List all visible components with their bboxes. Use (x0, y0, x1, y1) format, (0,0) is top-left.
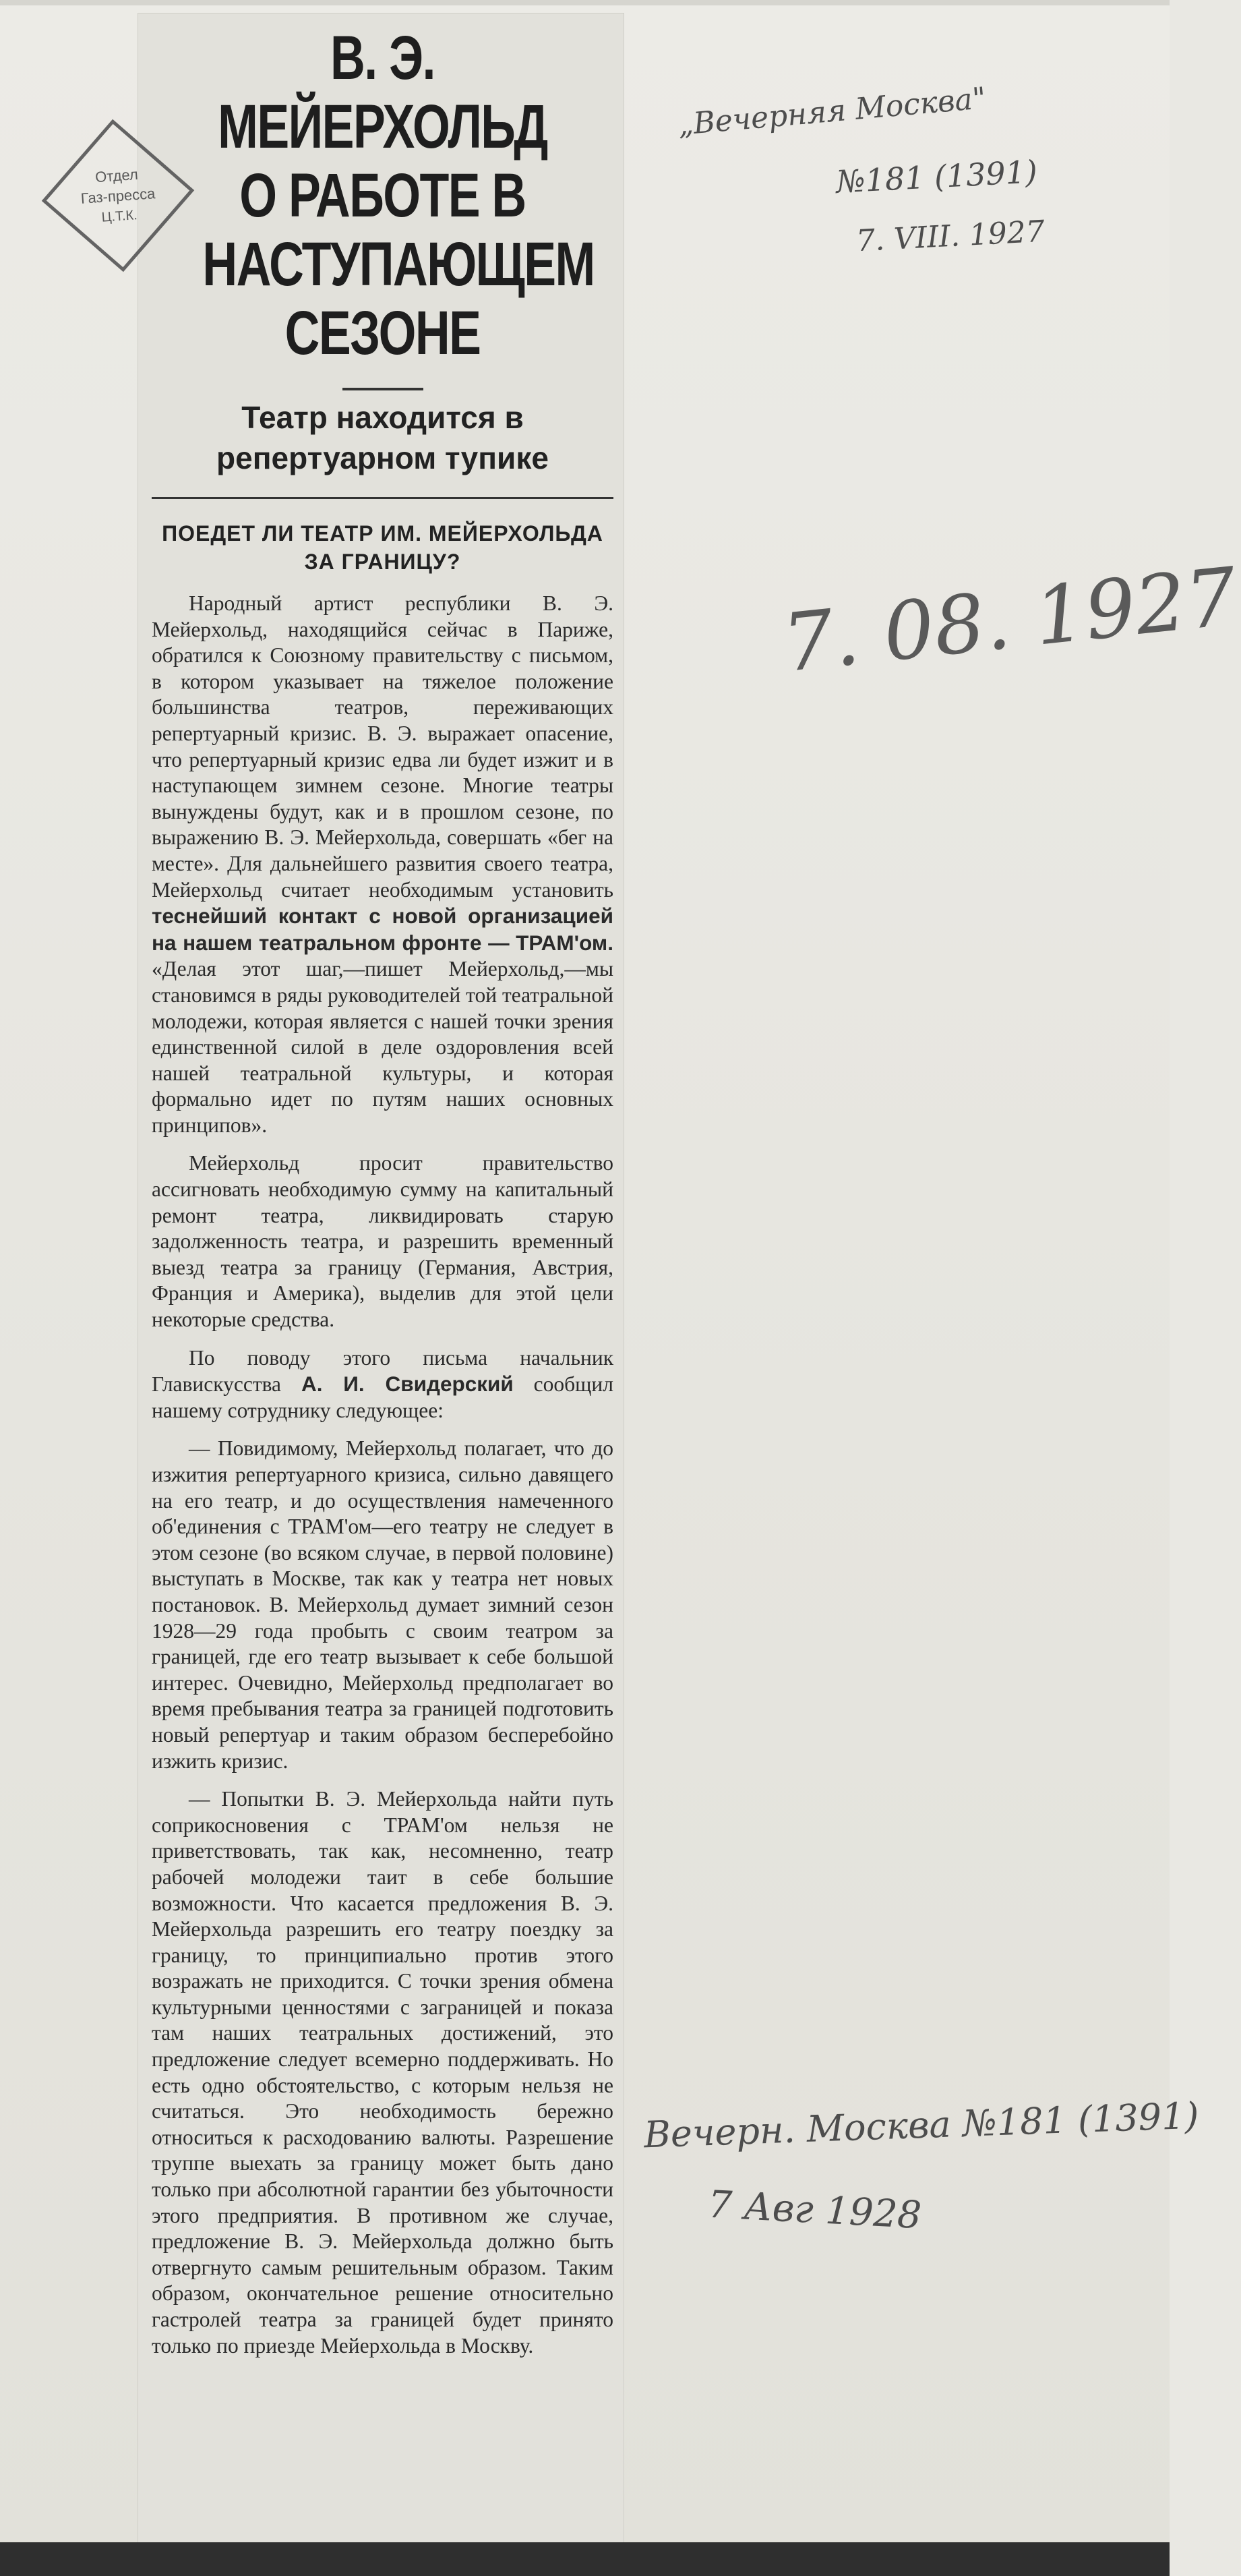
archive-stamp (32, 109, 204, 282)
paragraph-1 (152, 591, 613, 1138)
paragraph-4: — Повидимому, Мейерхольд полагает, что до изжития репертуарного кризиса, сильно давящего на его театр, и до осуществления намеченного об'единения с ТРАМ'ом—его театру не следует в этом сезоне (во всяком случае, в первой половине) выступать в Москве, так как у театра нет новых постановок. В. Мейерхольд думает зимний сезон 1928—29 года пробыть с своим театром за границей, где его театр вызывает к себе большой интерес. Очевидно, Мейерхольд предполагает во время пребывания театра за границей подготовить новый репертуар и таким образом бесперебойно изжить кризис. (152, 1436, 613, 1773)
paragraph-3-text-b: сообщил нашему сотруднику следующее: (152, 1372, 614, 1422)
annotation-date-roman: 7. VIII. 1927 (855, 214, 1046, 259)
scan-bottom-edge (0, 2542, 1170, 2576)
annotation-issue-lower: Вечерн. Москва №181 (1391) (643, 2094, 1200, 2157)
paragraph-2: Мейерхольд просит правительство ассигновать необходимую сумму на капитальный ремонт театра, ликвидировать старую задолженность театра, и разрешить временный выезд театра за границу (Германия, Австрия, Франция и Америка), выделив для этой цели некоторые средства. (152, 1151, 613, 1332)
paragraph-3-text-a: По поводу этого письма начальник Главискусства (152, 1345, 613, 1397)
paragraph-1-text-a: Народный артист республики В. Э. Мейерхольд, находящийся сейчас в Париже, обратился к Союзному правительству с письмом, в котором указывает на тяжелое положение большинства театров, переживающих репертуарный кризис. В. Э. выражает опасение, что репертуарный кризис едва ли будет изжит и в наступающем зимнем сезоне. Многие театры вынуждены будут, как и в прошлом сезоне, по выражению В. Э. Мейерхольда, совершать «бег на месте». Для дальнейшего развития своего театра, Мейерхольд считает необходимым установить (152, 591, 613, 902)
annotation-date-lower: 7 Авг 1928 (706, 2182, 923, 2238)
section-title: ПОЕДЕТ ЛИ ТЕАТР ИМ. МЕЙЕРХОЛЬДА ЗА ГРАНИЦУ? (162, 521, 603, 574)
annotation-large-date: 7. 08. 1927 (778, 550, 1241, 690)
article-headline: В. Э. МЕЙЕРХОЛЬД О РАБОТЕ В НАСТУПАЮЩЕМ СЕЗОНЕ (202, 24, 595, 368)
section-divider (152, 497, 613, 499)
headline-divider (342, 388, 423, 390)
paragraph-3 (152, 1345, 613, 1424)
paragraph-5: — Попытки В. Э. Мейерхольда найти путь соприкосновения с ТРАМ'ом нельзя не приветствовать, так как, несомненно, театр рабочей молодежи таит в себе большие возможности. Что касается предложения В. Э. Мейерхольда разрешить его театру поездку за границу, то принципиально против этого возражать не приходится. С точки зрения обмена культурными ценностями с заграницей и показа там наших театральных достижений, это предложение следует всемерно поддерживать. Но есть одно обстоятельство, с которым нельзя не считаться. Это необходимость бережно относиться к расходованию валюты. Разрешение труппе выехать за границу может быть дано только при абсолютной гарантии без убыточности этого предприятия. В противном же случае, предложение В. Э. Мейерхольда должно быть отвергнуто самым решительным образом. Таким образом, окончательное решение относительно гастролей театра за границей будет принято только по приезде Мейерхольда в Москву. (152, 1787, 613, 2358)
annotation-newspaper-name: „Вечерняя Москва" (676, 81, 988, 142)
annotation-issue-number: №181 (1391) (835, 153, 1039, 200)
article-column (152, 24, 613, 2371)
stamp-line-1: Отдел (94, 165, 139, 186)
paragraph-1-text-b: «Делая этот шаг,—пишет Мейерхольд,—мы становимся в ряды руководителей той театральной молодежи, которая является с нашей точки зрения единственной силой в деле оздоровления всей нашей театральной культуры, и которая формально идет по путям наших основных принципов». (152, 957, 613, 1137)
paragraph-3-bold: А. И. Свидерский (301, 1372, 514, 1397)
paragraph-1-bold: теснейший контакт с новой организацией на нашем театральном фронте — ТРАМ'ом. (152, 904, 613, 955)
stamp-line-2: Газ-пресса (80, 185, 156, 207)
article-subheadline: Театр находится в репертуарном тупике (216, 400, 549, 475)
stamp-line-3: Ц.Т.К. (100, 208, 138, 225)
paper-edge (0, 0, 1170, 5)
